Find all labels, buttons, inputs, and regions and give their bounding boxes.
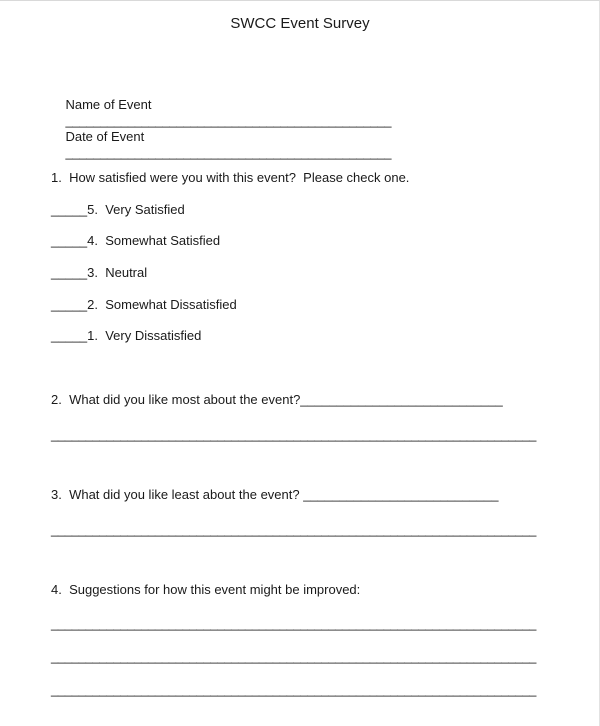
q3-answer-line[interactable]: ______________________________________________________________________ xyxy=(51,522,537,537)
page-title: SWCC Event Survey xyxy=(230,15,370,32)
date-of-event-label: Date of Event xyxy=(65,129,145,144)
question-4: 4. Suggestions for how this event might be improved: xyxy=(51,582,361,597)
name-of-event-label: Name of Event xyxy=(65,97,152,112)
question-3[interactable]: 3. What did you like least about the event? ___________________________ xyxy=(51,487,499,502)
name-of-event-line[interactable]: _______________________________________________ xyxy=(65,113,392,128)
option-somewhat-satisfied[interactable]: _____4. Somewhat Satisfied xyxy=(51,233,221,248)
q4-answer-line[interactable]: ______________________________________________________________________ xyxy=(51,649,537,664)
question-1: 1. How satisfied were you with this event? Please check one. xyxy=(51,170,410,185)
option-somewhat-dissatisfied[interactable]: _____2. Somewhat Dissatisfied xyxy=(51,297,237,312)
option-very-satisfied[interactable]: _____5. Very Satisfied xyxy=(51,202,185,217)
q2-answer-line[interactable]: ______________________________________________________________________ xyxy=(51,427,537,442)
option-neutral[interactable]: _____3. Neutral xyxy=(51,265,148,280)
date-of-event-line[interactable]: _______________________________________________ xyxy=(65,145,392,160)
question-2[interactable]: 2. What did you like most about the event?____________________________ xyxy=(51,392,503,407)
option-very-dissatisfied[interactable]: _____1. Very Dissatisfied xyxy=(51,328,202,343)
q4-answer-line[interactable]: ______________________________________________________________________ xyxy=(51,616,537,631)
q4-answer-line[interactable]: ______________________________________________________________________ xyxy=(51,682,537,697)
date-of-event-field xyxy=(51,113,391,177)
